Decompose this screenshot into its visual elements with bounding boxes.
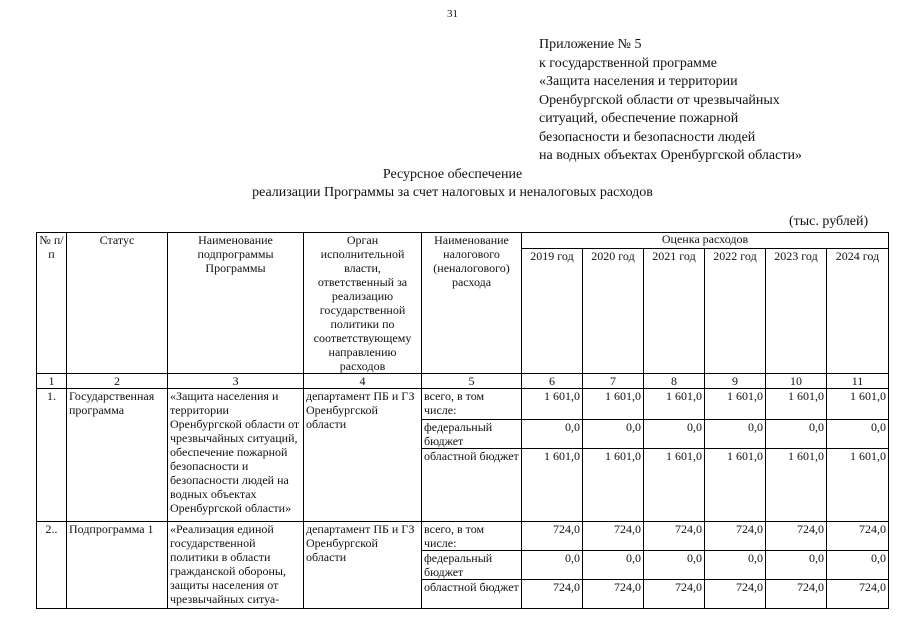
value-cell: 1 601,0 [705, 389, 766, 420]
resource-table [36, 232, 889, 609]
appendix-line: к государственной программе [539, 55, 717, 71]
row-line-label: всего, в том числе: [422, 522, 522, 551]
value-cell: 1 601,0 [705, 449, 766, 522]
year-2022: 2022 год [705, 249, 766, 374]
value-cell: 724,0 [644, 580, 705, 609]
header-num: № п/п [37, 233, 67, 374]
value-cell: 0,0 [522, 551, 583, 580]
value-cell: 0,0 [583, 551, 644, 580]
value-cell: 1 601,0 [583, 449, 644, 522]
value-cell: 0,0 [827, 551, 889, 580]
appendix-header [539, 36, 802, 166]
row-num: 1. [37, 389, 67, 522]
header-row [37, 233, 889, 249]
row-line-label: федеральный бюджет [422, 420, 522, 449]
year-2024: 2024 год [827, 249, 889, 374]
col-number: 9 [705, 374, 766, 389]
col-number: 6 [522, 374, 583, 389]
value-cell: 724,0 [827, 580, 889, 609]
col-number: 1 [37, 374, 67, 389]
units-label: (тыс. рублей) [789, 214, 869, 229]
header-status: Статус [67, 233, 168, 374]
value-cell: 1 601,0 [644, 449, 705, 522]
value-cell: 724,0 [583, 580, 644, 609]
col-number: 8 [644, 374, 705, 389]
row-program-name: «Защита населения и территории Оренбургской области от чрезвычайных ситуаций, обеспечение пожарной безопасности и безопасности людей на водных объектах Оренбургской области» [168, 389, 304, 522]
value-cell: 0,0 [827, 420, 889, 449]
year-2020: 2020 год [583, 249, 644, 374]
appendix-line: «Защита населения и территории [539, 74, 738, 89]
value-cell: 724,0 [644, 522, 705, 551]
value-cell: 0,0 [583, 420, 644, 449]
row-num: 2.. [37, 522, 67, 609]
row-line-label: федеральный бюджет [422, 551, 522, 580]
value-cell: 0,0 [522, 420, 583, 449]
year-2023: 2023 год [766, 249, 827, 374]
header-estimate: Оценка расходов [522, 233, 889, 249]
year-2019: 2019 год [522, 249, 583, 374]
value-cell: 724,0 [583, 522, 644, 551]
value-cell: 1 601,0 [644, 389, 705, 420]
value-cell: 1 601,0 [827, 389, 889, 420]
row-status: Подпрограмма 1 [67, 522, 168, 609]
table-row [37, 389, 889, 420]
value-cell: 724,0 [827, 522, 889, 551]
value-cell: 0,0 [644, 551, 705, 580]
value-cell: 1 601,0 [583, 389, 644, 420]
header-subprogram-name: Наименование подпрограммы Программы [168, 233, 304, 374]
document-title [0, 166, 905, 202]
row-line-label: областной бюджет [422, 449, 522, 522]
column-numbers-row [37, 374, 889, 389]
row-status: Государственная программа [67, 389, 168, 522]
appendix-line: Оренбургской области от чрезвычайных [539, 92, 780, 108]
col-number: 10 [766, 374, 827, 389]
value-cell: 724,0 [705, 580, 766, 609]
value-cell: 0,0 [766, 420, 827, 449]
page-number: 31 [447, 8, 458, 20]
header-tax-name: Наименование налогового (неналогового) расхода [422, 233, 522, 374]
value-cell: 724,0 [766, 522, 827, 551]
table-row [37, 522, 889, 551]
value-cell: 1 601,0 [766, 449, 827, 522]
row-organ: департамент ПБ и ГЗ Оренбургской области [304, 522, 422, 609]
col-number: 2 [67, 374, 168, 389]
col-number: 3 [168, 374, 304, 389]
appendix-line: на водных объектах Оренбургской области» [539, 148, 802, 163]
title-line-2: реализации Программы за счет налоговых и неналоговых расходов [252, 185, 653, 200]
value-cell: 1 601,0 [827, 449, 889, 522]
title-line-1: Ресурсное обеспечение [382, 167, 523, 182]
appendix-line: ситуаций, обеспечение пожарной [539, 111, 739, 126]
row-line-label: областной бюджет [422, 580, 522, 609]
value-cell: 1 601,0 [522, 389, 583, 420]
col-number: 4 [304, 374, 422, 389]
value-cell: 724,0 [766, 580, 827, 609]
row-organ: департамент ПБ и ГЗ Оренбургской области [304, 389, 422, 522]
col-number: 7 [583, 374, 644, 389]
value-cell: 1 601,0 [522, 449, 583, 522]
value-cell: 724,0 [522, 580, 583, 609]
value-cell: 0,0 [766, 551, 827, 580]
value-cell: 724,0 [522, 522, 583, 551]
col-number: 5 [422, 374, 522, 389]
header-organ: Орган исполнительной власти, ответственный за реализацию государственной политики по соответствующему направлению расходов [304, 233, 422, 374]
col-number: 11 [827, 374, 889, 389]
value-cell: 1 601,0 [766, 389, 827, 420]
value-cell: 0,0 [644, 420, 705, 449]
appendix-line: Приложение № 5 [539, 37, 642, 52]
year-2021: 2021 год [644, 249, 705, 374]
row-program-name: «Реализация единой государственной политики в области гражданской обороны, защиты населения от чрезвычайных ситуа- [168, 522, 304, 609]
value-cell: 0,0 [705, 551, 766, 580]
appendix-line: безопасности и безопасности людей [539, 129, 756, 145]
value-cell: 0,0 [705, 420, 766, 449]
row-line-label: всего, в том числе: [422, 389, 522, 420]
value-cell: 724,0 [705, 522, 766, 551]
